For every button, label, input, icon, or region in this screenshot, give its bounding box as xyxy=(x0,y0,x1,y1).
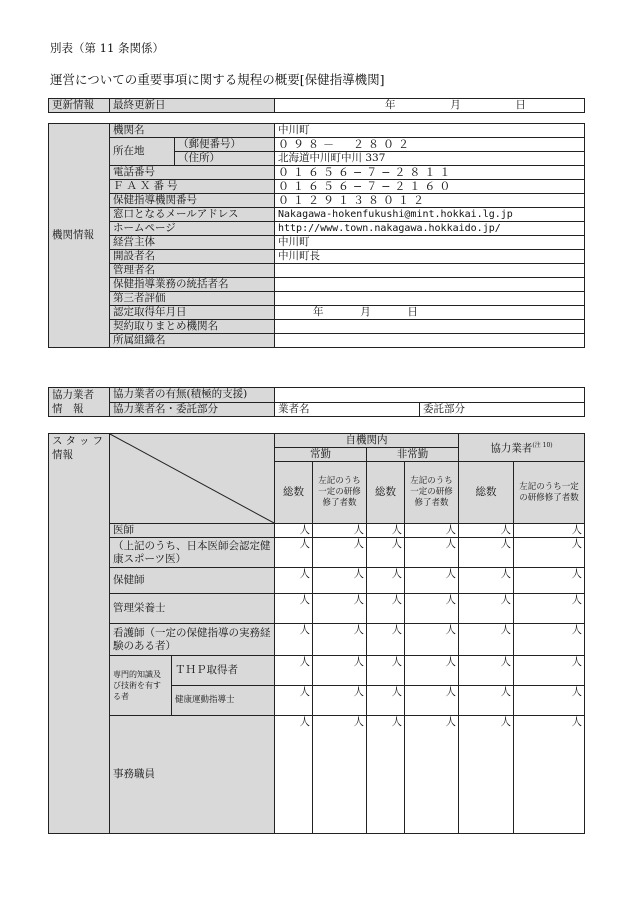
staff-count-cell[interactable]: 人 xyxy=(405,686,459,716)
staff-count-cell[interactable]: 人 xyxy=(367,568,405,594)
partner-company-cell[interactable] xyxy=(275,402,420,417)
parttime-trained-header: 左記のうち一定の研修修了者数 xyxy=(405,462,459,524)
diagonal-line xyxy=(110,434,274,523)
third-party-eval-value[interactable] xyxy=(275,292,585,306)
staff-count-cell[interactable]: 人 xyxy=(405,524,459,538)
staff-count-cell[interactable]: 人 xyxy=(405,538,459,568)
clerk-label: 事務職員 xyxy=(110,716,275,834)
cert-date-value[interactable] xyxy=(275,306,585,320)
fulltime-total-header: 総数 xyxy=(275,462,313,524)
parttime-header: 非常勤 xyxy=(367,448,459,462)
diagonal-header-cell xyxy=(110,434,275,524)
update-info-table xyxy=(48,98,585,113)
partner-section-line2: 情 報 xyxy=(52,403,84,415)
org-info-table xyxy=(48,123,585,348)
parttime-total-header: 総数 xyxy=(367,462,405,524)
staff-count-cell[interactable]: 人 xyxy=(275,568,313,594)
founder-value[interactable]: 中川町長 xyxy=(275,250,585,264)
staff-count-cell[interactable]: 人 xyxy=(367,656,405,686)
staff-count-cell[interactable]: 人 xyxy=(459,686,514,716)
staff-count-cell[interactable]: 人 xyxy=(405,568,459,594)
company-name-label: 業者名 xyxy=(278,402,310,415)
outsourced-part-label: 委託部分 xyxy=(423,402,465,415)
table-row xyxy=(49,656,585,686)
staff-count-cell[interactable]: 人 xyxy=(514,538,585,568)
staff-count-cell[interactable]: 人 xyxy=(514,568,585,594)
table-row xyxy=(49,594,585,624)
day-label: 日 xyxy=(515,99,526,111)
fulltime-header: 常勤 xyxy=(275,448,367,462)
partner-exist-value[interactable] xyxy=(275,388,585,403)
staff-count-cell[interactable]: 人 xyxy=(459,594,514,624)
staff-count-cell[interactable]: 人 xyxy=(367,624,405,656)
staff-row-label: 保健師 xyxy=(110,568,275,594)
email-label: 窓口となるメールアドレス xyxy=(110,208,275,222)
partner-exist-label: 協力業者の有無(積極的支援) xyxy=(110,388,275,403)
month-label: 月 xyxy=(450,99,461,111)
staff-count-cell[interactable]: 人 xyxy=(459,538,514,568)
partner-header-label: 協力業者 xyxy=(490,442,533,455)
document-title: 運営についての重要事項に関する規程の概要[保健指導機関] xyxy=(50,72,385,87)
staff-count-cell[interactable]: 人 xyxy=(275,624,313,656)
staff-row-label: 看護師（一定の保健指導の実務経験のある者） xyxy=(110,624,275,656)
institution-code-value[interactable]: ０１２９１３８０１２ xyxy=(275,194,585,208)
staff-row-label: ＴＨＰ取得者 xyxy=(172,656,275,686)
contract-org-label: 契約取りまとめ機関名 xyxy=(110,320,275,334)
staff-count-cell[interactable]: 人 xyxy=(313,686,367,716)
staff-count-cell[interactable]: 人 xyxy=(459,568,514,594)
partner-info-table xyxy=(48,387,585,417)
homepage-value[interactable]: http://www.town.nakagawa.hokkaido.jp/ xyxy=(275,222,585,236)
staff-info-section-label xyxy=(49,434,110,834)
staff-count-cell[interactable]: 人 xyxy=(313,568,367,594)
phone-label: 電話番号 xyxy=(110,166,275,180)
email-value[interactable]: Nakagawa-hokenfukushi@mint.hokkai.lg.jp xyxy=(275,208,585,222)
street-address-label: （住所） xyxy=(175,152,275,166)
staff-count-cell[interactable]: 人 xyxy=(313,716,367,834)
cert-month-label: 月 xyxy=(360,306,371,318)
staff-count-cell[interactable]: 人 xyxy=(275,538,313,568)
contract-org-value[interactable] xyxy=(275,320,585,334)
staff-count-cell[interactable]: 人 xyxy=(514,624,585,656)
staff-count-cell[interactable]: 人 xyxy=(459,656,514,686)
operator-label: 経営主体 xyxy=(110,236,275,250)
staff-count-cell[interactable]: 人 xyxy=(459,624,514,656)
staff-section-line2: 情報 xyxy=(52,449,73,461)
staff-row-label: 健康運動指導士 xyxy=(172,686,275,716)
staff-count-cell[interactable]: 人 xyxy=(275,686,313,716)
staff-row-label: 医師 xyxy=(110,524,275,538)
fax-value[interactable]: ０１６５６−７−２１６０ xyxy=(275,180,585,194)
staff-count-cell[interactable]: 人 xyxy=(313,594,367,624)
affiliation-value[interactable] xyxy=(275,334,585,348)
address-label: 所在地 xyxy=(110,138,175,166)
supervisor-label: 保健指導業務の統括者名 xyxy=(110,278,275,292)
manager-label: 管理者名 xyxy=(110,264,275,278)
table-row xyxy=(49,538,585,568)
staff-count-cell[interactable]: 人 xyxy=(275,594,313,624)
partner-total-header: 総数 xyxy=(459,462,514,524)
cert-day-label: 日 xyxy=(407,306,418,318)
partner-header xyxy=(459,434,585,462)
in-house-header: 自機関内 xyxy=(275,434,459,448)
staff-row-label: 管理栄養士 xyxy=(110,594,275,624)
staff-count-cell[interactable]: 人 xyxy=(367,524,405,538)
staff-info-table xyxy=(48,433,585,834)
table-row xyxy=(49,624,585,656)
manager-value[interactable] xyxy=(275,264,585,278)
staff-count-cell[interactable]: 人 xyxy=(405,624,459,656)
fulltime-trained-header: 左記のうち一定の研修修了者数 xyxy=(313,462,367,524)
staff-section-line1: スタッフ xyxy=(52,435,106,447)
affiliation-label: 所属組織名 xyxy=(110,334,275,348)
staff-count-cell[interactable]: 人 xyxy=(514,524,585,538)
org-name-value[interactable]: 中川町 xyxy=(275,124,585,138)
third-party-eval-label: 第三者評価 xyxy=(110,292,275,306)
staff-count-cell[interactable]: 人 xyxy=(275,716,313,834)
staff-count-cell[interactable]: 人 xyxy=(313,524,367,538)
table-row xyxy=(49,716,585,834)
postal-code-value[interactable]: ０９８－ ２８０２ xyxy=(275,138,585,152)
postal-code-label: （郵便番号） xyxy=(175,138,275,152)
staff-row-label: （上記のうち、日本医師会認定健康スポーツ医） xyxy=(110,538,275,568)
staff-count-cell[interactable]: 人 xyxy=(514,594,585,624)
street-address-value[interactable]: 北海道中川町中川 337 xyxy=(275,152,585,166)
cert-year-label: 年 xyxy=(313,306,324,318)
staff-count-cell[interactable]: 人 xyxy=(367,538,405,568)
year-label: 年 xyxy=(385,99,396,111)
staff-count-cell[interactable]: 人 xyxy=(405,716,459,834)
partner-info-section-label xyxy=(49,388,110,417)
partner-section-line1: 協力業者 xyxy=(52,389,94,401)
operator-value[interactable]: 中川町 xyxy=(275,236,585,250)
staff-count-cell[interactable]: 人 xyxy=(405,594,459,624)
staff-count-cell[interactable]: 人 xyxy=(514,716,585,834)
phone-value[interactable]: ０１６５６−７−２８１１ xyxy=(275,166,585,180)
fax-label: ＦＡＸ番号 xyxy=(110,180,275,194)
staff-count-cell[interactable]: 人 xyxy=(459,524,514,538)
table-row xyxy=(49,568,585,594)
founder-label: 開設者名 xyxy=(110,250,275,264)
partner-note: (注 10) xyxy=(532,442,553,450)
partner-outsourced-cell[interactable] xyxy=(420,402,585,417)
staff-count-cell[interactable]: 人 xyxy=(275,656,313,686)
supervisor-value[interactable] xyxy=(275,278,585,292)
last-updated-label: 最終更新日 xyxy=(110,99,275,113)
org-name-label: 機関名 xyxy=(110,124,275,138)
specialist-group-label: 専門的知識及び技術を有する者 xyxy=(110,656,172,716)
staff-count-cell[interactable]: 人 xyxy=(367,716,405,834)
cert-date-label: 認定取得年月日 xyxy=(110,306,275,320)
staff-count-cell[interactable]: 人 xyxy=(313,656,367,686)
last-updated-value[interactable] xyxy=(275,99,585,113)
page-label: 別表（第 11 条関係） xyxy=(50,41,164,55)
partner-trained-header: 左記のうち一定の研修修了者数 xyxy=(514,462,585,524)
update-info-section-label: 更新情報 xyxy=(49,99,110,113)
staff-count-cell[interactable]: 人 xyxy=(313,624,367,656)
staff-count-cell[interactable]: 人 xyxy=(459,716,514,834)
staff-count-cell[interactable]: 人 xyxy=(275,524,313,538)
partner-name-label: 協力業者名・委託部分 xyxy=(110,402,275,417)
staff-count-cell[interactable]: 人 xyxy=(367,686,405,716)
institution-code-label: 保健指導機関番号 xyxy=(110,194,275,208)
staff-count-cell[interactable]: 人 xyxy=(514,656,585,686)
staff-count-cell[interactable]: 人 xyxy=(313,538,367,568)
table-row xyxy=(49,524,585,538)
homepage-label: ホームページ xyxy=(110,222,275,236)
staff-count-cell[interactable]: 人 xyxy=(367,594,405,624)
staff-count-cell[interactable]: 人 xyxy=(514,686,585,716)
staff-count-cell[interactable]: 人 xyxy=(405,656,459,686)
org-info-section-label: 機関情報 xyxy=(49,124,110,348)
